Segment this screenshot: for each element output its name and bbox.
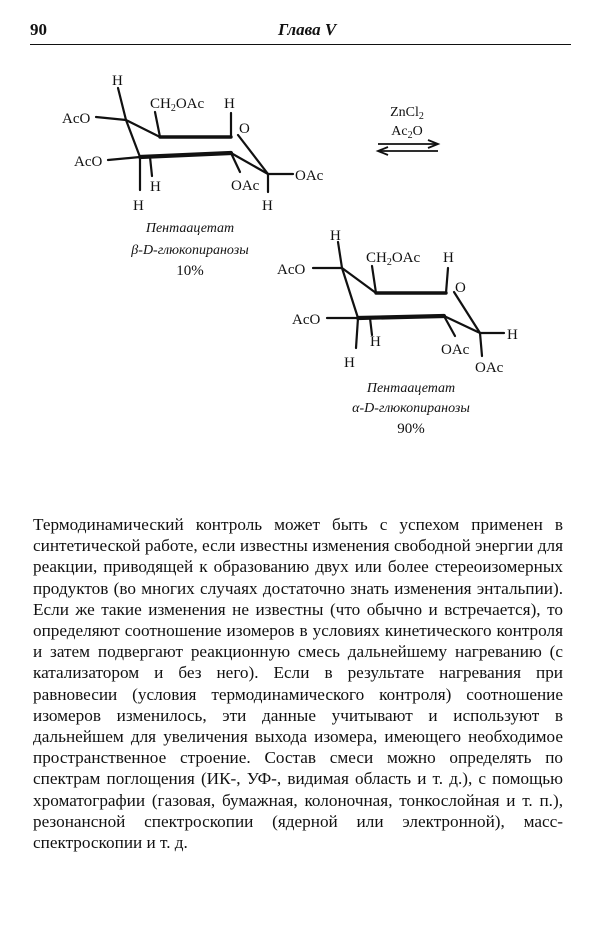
beta-caption [130, 221, 248, 279]
alpha-yield: 90% [397, 421, 425, 437]
beta-name-line2: β-D-глюкопиранозы [131, 243, 249, 258]
alpha-h-top: H [330, 228, 341, 244]
beta-oac-c2: OAc [231, 178, 260, 194]
alpha-name-line1: Пентаацетат [366, 381, 456, 396]
chapter-title: Глава V [278, 20, 337, 39]
equilibrium-arrows [378, 140, 438, 155]
beta-h-c2: H [150, 179, 161, 195]
alpha-oac-c1: OAc [475, 360, 504, 376]
alpha-name-line2: α-D-глюкопиранозы [352, 401, 470, 416]
alpha-h-c3: H [344, 355, 355, 371]
beta-h-top: H [112, 73, 123, 89]
alpha-ch2oac: $CH_2OAc$ [366, 250, 421, 268]
beta-oac-c1: OAc [295, 168, 324, 184]
reagent-zncl2: ZnCl$_2$ [390, 105, 424, 122]
page-number: 90 [30, 20, 47, 39]
alpha-caption [352, 381, 470, 437]
beta-h-c3: H [133, 198, 144, 214]
alpha-oac-c2: OAc [441, 342, 470, 358]
beta-aco-c3: AcO [74, 154, 103, 170]
beta-h-c5: H [224, 96, 235, 112]
alpha-aco-c3: AcO [292, 312, 321, 328]
alpha-h-c5: H [443, 250, 454, 266]
alpha-ring-oxygen: O [455, 280, 466, 296]
beta-name-line1: Пентаацетат [145, 221, 235, 236]
alpha-h-c1: H [507, 327, 518, 343]
beta-labels [62, 73, 324, 214]
alpha-h-c2: H [370, 334, 381, 350]
alpha-aco-c4: AcO [277, 262, 306, 278]
reaction-conditions [390, 105, 424, 141]
reagent-ac2o: $Ac_2O$ [391, 124, 423, 141]
beta-yield: 10% [176, 263, 204, 279]
body-paragraph: Термодинамический контроль может быть с успехом применен в синтетической работе, если известны изменения свободной энергии для реакции, приводящей к образованию двух или более стереоизомерных продуктов (во многих случаях достаточно знать изменения энтальпии). Если же такие изменения не известны (что обычно и встречается), то определяют соотношение изомеров в условиях кинетического контроля и затем подвергают реакционную смесь дальнейшему нагреванию (с катализатором и без него). Если в результате нагревания при равновесии (условия термодинамического контроля) соотношение изомеров изменилось, эти данные учитывают и используют в дальнейшем для увеличения выхода изомера, имеющего необходимое пространственное строение. Состав смеси можно определять по спектрам поглощения (ИК-, УФ-, видимая область и т. д.), с помощью хроматографии (газовая, бумажная, колоночная, тонкослойная и т. п.), резонансной спектроскопии (ядерной или электронной), масс-спектроскопии и т. д. [33, 515, 563, 853]
beta-aco-c4: AcO [62, 111, 91, 127]
beta-h-c1: H [262, 198, 273, 214]
beta-ch2oac: $CH_2OAc$ [150, 96, 205, 114]
beta-ring-oxygen: O [239, 121, 250, 137]
